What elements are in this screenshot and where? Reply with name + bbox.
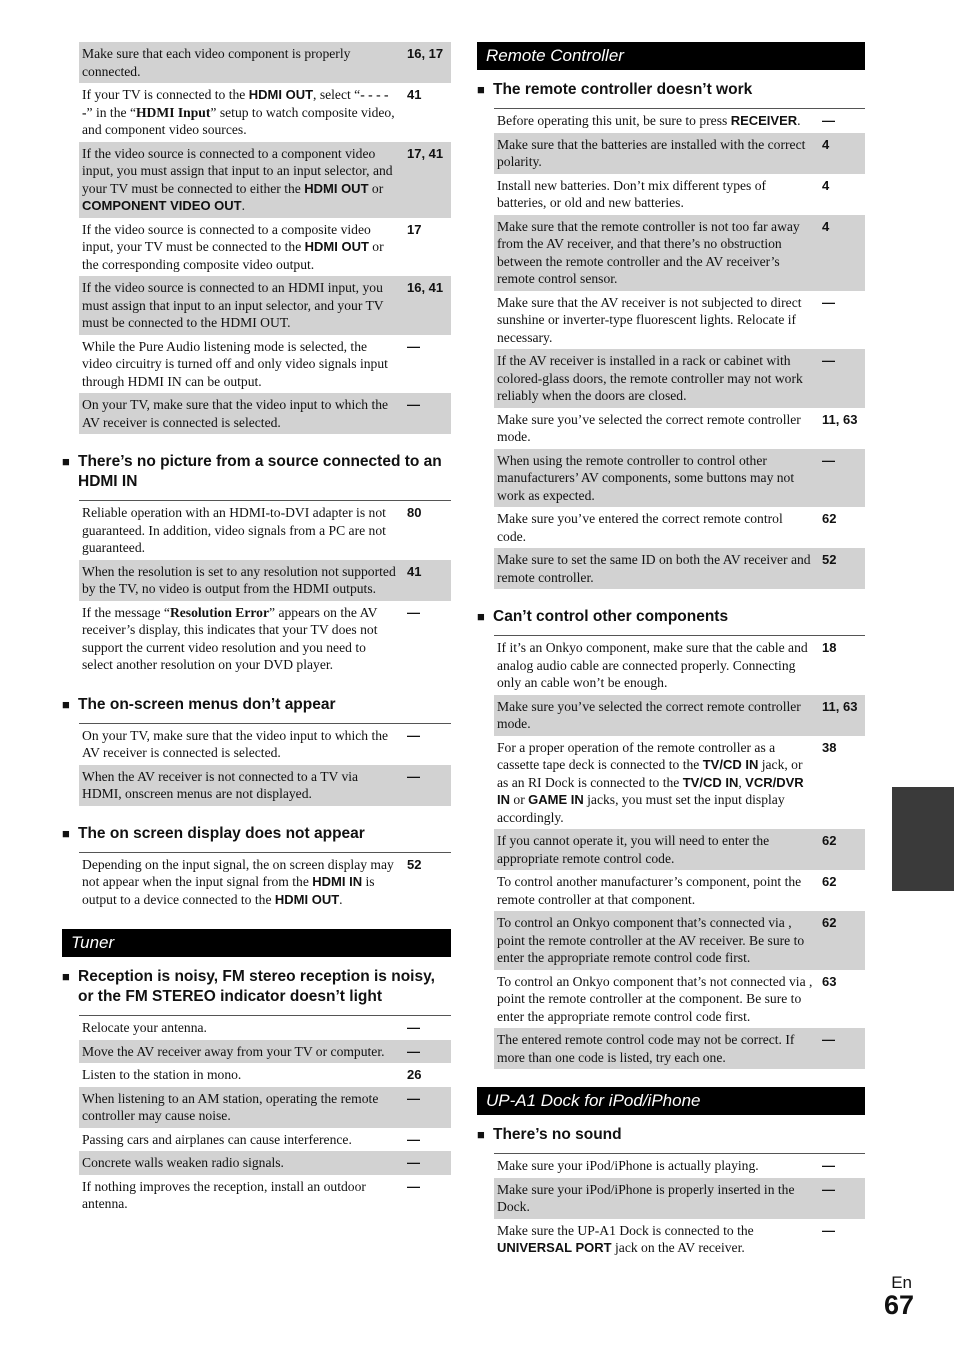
- table-row: [494, 449, 865, 508]
- square-bullet-icon: ■: [477, 1127, 485, 1142]
- row-text: If the video source is connected to a component video input, you must assign that input to an input selector, and your TV must be connected to either the HDMI OUT or COMPONENT VIDEO OUT.: [79, 142, 401, 218]
- row-text: Install new batteries. Don’t mix different types of batteries, or old and new batteries.: [497, 177, 767, 210]
- row-pages: —: [816, 349, 865, 408]
- row-pages: —: [822, 1222, 835, 1238]
- row-text: Depending on the input signal, the on screen display may not appear when the input signal from the HDMI IN is output to a device connected to the HDMI OUT.: [79, 852, 401, 911]
- row-pages: —: [816, 449, 865, 508]
- row-pages: 16, 41: [401, 276, 451, 335]
- square-bullet-icon: ■: [477, 609, 485, 624]
- row-text: If it’s an Onkyo component, make sure that the cable and analog audio cable are connected properly. Connecting only an cable won’t be enough.: [494, 636, 816, 695]
- row-pages: —: [401, 1151, 451, 1175]
- table-row: [79, 601, 451, 677]
- table-row: [494, 174, 865, 215]
- tuner-troubleshoot-table: [79, 1015, 451, 1216]
- row-pages: —: [401, 1040, 451, 1064]
- row-text: If the message “Resolution Error” appears on the AV receiver’s display, this indicates that your TV does not support the current video resolution and you need to select another resolution on your DVD player.: [82, 604, 378, 672]
- row-text: Make sure your iPod/iPhone is properly inserted in the Dock.: [494, 1178, 816, 1219]
- tuner-heading: ■ Reception is noisy, FM stereo reception is noisy, or the FM STEREO indicator doesn’t light: [62, 968, 435, 1005]
- table-row: [79, 1128, 451, 1152]
- remote-troubleshoot-table: [494, 108, 865, 589]
- table-row: [494, 736, 865, 830]
- table-row: [494, 1178, 865, 1219]
- row-pages: 62: [822, 874, 837, 889]
- table-row: [494, 695, 865, 736]
- row-text: If your TV is connected to the HDMI OUT, select “- - - - -” in the “HDMI Input” setup to watch composite video, and component video sources.: [82, 87, 395, 137]
- table-row: [79, 1040, 451, 1064]
- dock-heading: ■ There’s no sound: [477, 1126, 622, 1143]
- table-row: [494, 291, 865, 350]
- row-text: Passing cars and airplanes can cause interference.: [82, 1131, 352, 1147]
- row-text: Reliable operation with an HDMI-to-DVI adapter is not guaranteed. In addition, video signals from a PC are not guaranteed.: [79, 501, 401, 560]
- dock-section-title: UP-A1 Dock for iPod/iPhone: [477, 1087, 865, 1115]
- row-pages: 4: [816, 215, 865, 291]
- row-pages: —: [816, 1028, 865, 1069]
- row-pages: 41: [401, 560, 451, 601]
- row-pages: 52: [401, 852, 451, 911]
- table-row: [79, 560, 451, 601]
- table-row: [494, 133, 865, 174]
- table-row: [494, 408, 865, 449]
- row-pages: 11, 63: [822, 411, 858, 427]
- row-pages: —: [822, 294, 835, 310]
- row-text: On your TV, make sure that the video input to which the AV receiver is connected is selected.: [79, 723, 401, 765]
- table-row: [79, 142, 451, 218]
- row-pages: 26: [407, 1067, 422, 1082]
- table-row: [494, 215, 865, 291]
- table-row: [79, 1016, 451, 1040]
- row-pages: —: [401, 765, 451, 806]
- row-text: When the resolution is set to any resolution not supported by the TV, no video is output from the HDMI outputs.: [79, 560, 401, 601]
- table-row: [494, 507, 865, 548]
- row-text: Make sure to set the same ID on both the AV receiver and remote controller.: [494, 548, 816, 589]
- row-text: Make sure that the batteries are installed with the correct polarity.: [494, 133, 816, 174]
- menus-heading: ■ The on-screen menus don’t appear: [62, 695, 336, 713]
- table-row: [494, 1028, 865, 1069]
- row-text: Listen to the station in mono.: [82, 1067, 242, 1082]
- table-row: [494, 1154, 865, 1178]
- square-bullet-icon: ■: [477, 82, 485, 97]
- row-text: To control another manufacturer’s component, point the remote controller at that component.: [497, 874, 802, 907]
- right-column: [477, 42, 865, 1278]
- chapter-side-tab: [892, 787, 954, 891]
- table-row: [79, 1087, 451, 1128]
- row-pages: —: [401, 393, 451, 434]
- row-text: When listening to an AM station, operating the remote controller may cause noise.: [79, 1087, 401, 1128]
- row-pages: —: [401, 1016, 451, 1040]
- components-heading: ■ Can’t control other components: [477, 608, 729, 625]
- table-row: [494, 870, 865, 911]
- table-row: [79, 83, 451, 142]
- hdmi-heading: ■ There’s no picture from a source connected to an HDMI IN: [62, 453, 442, 490]
- table-row: [79, 765, 451, 806]
- page-number: 67: [883, 1290, 914, 1320]
- table-row: [494, 109, 865, 133]
- row-text: If nothing improves the reception, install an outdoor antenna.: [82, 1178, 366, 1211]
- row-text: On your TV, make sure that the video input to which the AV receiver is connected is selected.: [79, 393, 401, 434]
- table-row: [79, 1151, 451, 1175]
- row-text: Make sure your iPod/iPhone is actually playing.: [494, 1154, 816, 1178]
- row-pages: —: [407, 604, 420, 620]
- page-language: En: [891, 1273, 912, 1292]
- row-pages: 62: [816, 911, 865, 970]
- row-text: Before operating this unit, be sure to press RECEIVER.: [494, 109, 816, 133]
- row-pages: 52: [816, 548, 865, 589]
- row-pages: 41: [407, 87, 422, 102]
- row-text: To control an Onkyo component that’s not connected via , point the remote controller at the component. Be sure to enter the appropriate remote control code first.: [497, 973, 813, 1024]
- row-pages: 62: [822, 511, 837, 526]
- video-troubleshoot-table: [79, 42, 451, 434]
- menus-troubleshoot-table: [79, 723, 451, 806]
- row-text: Make sure that the AV receiver is not subjected to direct sunshine or inverter-type fluorescent lights. Relocate if necessary.: [497, 294, 802, 345]
- row-text: For a proper operation of the remote controller as a cassette tape deck is connected to the TV/CD IN jack, or as an RI Dock is connected to the TV/CD IN, VCR/DVR IN or GAME IN jacks, you must set the input display accordingly.: [497, 739, 804, 825]
- table-row: [494, 911, 865, 970]
- row-text: The entered remote control code may not be correct. If more than one code is listed, try each one.: [494, 1028, 816, 1069]
- table-row: [494, 829, 865, 870]
- row-text: If the AV receiver is installed in a rack or cabinet with colored-glass doors, the remote controller may not work reliably when the doors are closed.: [494, 349, 816, 408]
- table-row: [79, 42, 451, 83]
- table-row: [79, 218, 451, 277]
- row-text: To control an Onkyo component that’s connected via , point the remote controller at the AV receiver. Be sure to enter the appropriate remote control code first.: [494, 911, 816, 970]
- row-pages: 17: [407, 221, 422, 237]
- dock-troubleshoot-table: [494, 1153, 865, 1260]
- row-pages: —: [407, 1178, 420, 1194]
- row-pages: 4: [816, 133, 865, 174]
- table-row: [79, 723, 451, 765]
- row-text: If the video source is connected to an HDMI input, you must assign that input to an input selector, and your TV must be connected to the HDMI OUT.: [79, 276, 401, 335]
- table-row: [79, 852, 451, 911]
- components-troubleshoot-table: [494, 635, 865, 1069]
- row-text: Make sure that each video component is properly connected.: [79, 42, 401, 83]
- square-bullet-icon: ■: [62, 969, 70, 984]
- osd-troubleshoot-table: [79, 852, 451, 912]
- row-text: If the video source is connected to a composite video input, your TV must be connected to the HDMI OUT or the corresponding composite video output.: [82, 221, 384, 272]
- table-row: [494, 970, 865, 1029]
- row-pages: 16, 17: [401, 42, 451, 83]
- row-pages: 4: [822, 177, 830, 193]
- table-row: [494, 1219, 865, 1260]
- row-pages: —: [816, 1154, 865, 1178]
- row-pages: 17, 41: [401, 142, 451, 218]
- table-row: [79, 393, 451, 434]
- row-text: When using the remote controller to control other manufacturers’ AV components, some buttons may not work as expected.: [494, 449, 816, 508]
- table-row: [79, 1175, 451, 1216]
- row-pages: —: [407, 338, 420, 354]
- row-pages: 38: [822, 739, 837, 755]
- table-row: [494, 548, 865, 589]
- row-text: If you cannot operate it, you will need to enter the appropriate remote control code.: [494, 829, 816, 870]
- table-row: [494, 636, 865, 695]
- row-pages: —: [401, 1087, 451, 1128]
- row-text: Make sure the UP-A1 Dock is connected to the UNIVERSAL PORT jack on the AV receiver.: [497, 1222, 754, 1255]
- remote-section-title: Remote Controller: [477, 42, 865, 70]
- square-bullet-icon: ■: [62, 454, 70, 469]
- table-row: [79, 276, 451, 335]
- row-text: While the Pure Audio listening mode is selected, the video circuitry is turned off and only video signals input through HDMI IN can be output.: [82, 338, 388, 389]
- row-pages: 62: [816, 829, 865, 870]
- row-text: When the AV receiver is not connected to a TV via HDMI, onscreen menus are not displayed.: [79, 765, 401, 806]
- square-bullet-icon: ■: [62, 825, 70, 841]
- row-pages: —: [816, 109, 865, 133]
- left-column: [62, 42, 451, 1234]
- row-text: Make sure you’ve selected the correct remote controller mode.: [494, 695, 816, 736]
- table-row: [79, 335, 451, 394]
- row-pages: 80: [401, 501, 451, 560]
- row-text: Move the AV receiver away from your TV or computer.: [79, 1040, 401, 1064]
- tuner-section-title: Tuner: [62, 929, 451, 957]
- row-pages: 18: [816, 636, 865, 695]
- row-pages: 11, 63: [816, 695, 865, 736]
- square-bullet-icon: ■: [62, 696, 70, 712]
- row-pages: —: [407, 1131, 420, 1147]
- row-text: Relocate your antenna.: [79, 1016, 401, 1040]
- table-row: [79, 501, 451, 560]
- row-text: Make sure that the remote controller is not too far away from the AV receiver, and that there’s no obstruction between the remote controller and the AV receiver’s remote control sensor.: [494, 215, 816, 291]
- osd-heading: ■ The on screen display does not appear: [62, 824, 365, 842]
- row-pages: —: [816, 1178, 865, 1219]
- row-pages: —: [401, 723, 451, 765]
- table-row: [79, 1063, 451, 1087]
- row-pages: 63: [822, 973, 837, 989]
- row-text: Make sure you’ve entered the correct remote control code.: [497, 511, 783, 544]
- table-row: [494, 349, 865, 408]
- remote-heading: ■ The remote controller doesn’t work: [477, 81, 753, 98]
- hdmi-troubleshoot-table: [79, 500, 451, 677]
- row-text: Concrete walls weaken radio signals.: [79, 1151, 401, 1175]
- row-text: Make sure you’ve selected the correct remote controller mode.: [497, 411, 801, 444]
